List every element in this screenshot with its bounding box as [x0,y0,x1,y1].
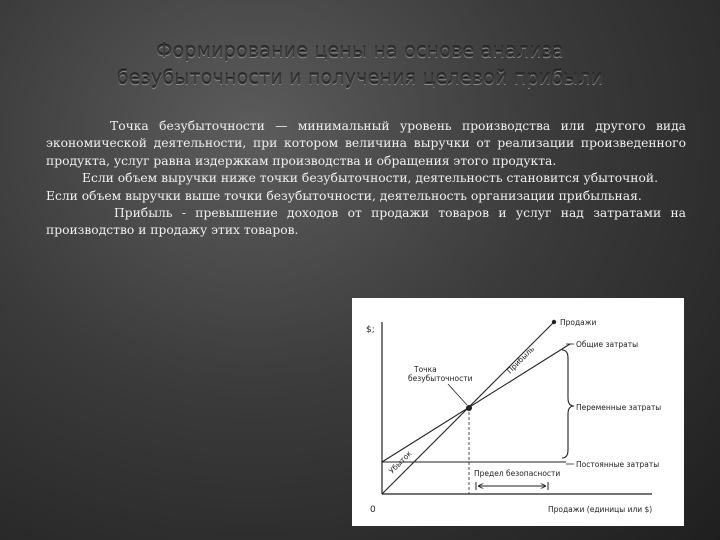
profit-label: Прибыль [505,344,537,376]
slide-title [20,38,700,92]
y-axis-label: $; [366,325,375,335]
variable-costs-brace [562,350,574,458]
breakeven-diagram-svg [352,298,684,526]
paragraph-breakeven-definition: Точка безубыточности — минимальный уровень производства или другого вида экономической деятельности, при котором величина выручки от реализации произведенного продукта, услуг равна издержкам производства и обращения этого продукта. [46,119,686,168]
title-line-2: безубыточности и получения целевой прибыли [116,67,604,89]
sales-label: Продажи [560,318,597,327]
fixed-costs-label: Постоянные затраты [576,460,660,469]
loss-label: Убыток [387,448,414,476]
breakeven-label-line-2: безубыточности [408,374,473,383]
breakeven-diagram [352,298,684,526]
sales-endpoint [552,320,556,324]
safety-margin-label: Предел безопасности [474,469,561,478]
paragraph-loss-condition: Если объем выручки ниже точки безубыточности, деятельность становится убыточной. [82,171,659,186]
breakeven-label-line-1: Точка [414,365,437,374]
x-axis-label: Продажи (единицы или $) [548,505,653,514]
breakeven-point [466,405,472,411]
total-costs-line [382,344,570,462]
total-costs-label: Общие затраты [576,340,639,349]
body-text [46,118,686,240]
origin-label: 0 [370,505,376,515]
variable-costs-label: Переменные затраты [576,403,662,412]
paragraph-profit-definition: Прибыль - превышение доходов от продажи товаров и услуг над затратами на производство и продажу этих товаров. [46,206,686,238]
paragraph-profit-condition: Если объем выручки выше точки безубыточности, деятельность организации прибыльная. [46,188,642,203]
breakeven-pointer [448,384,467,405]
title-line-1: Формирование цены на основе анализа [156,40,564,62]
